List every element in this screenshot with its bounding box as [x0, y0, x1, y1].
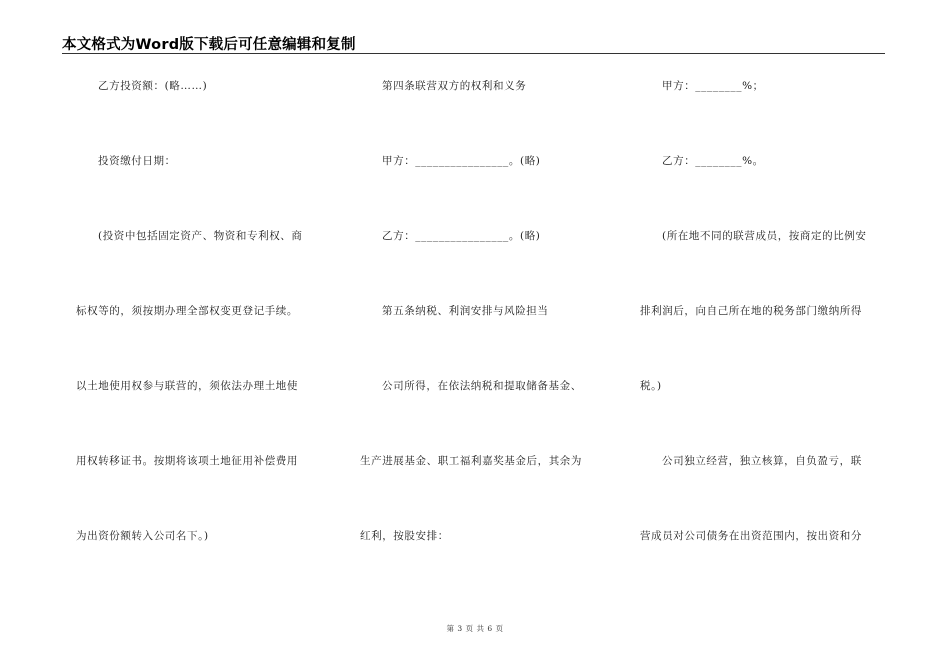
paragraph-line: 乙方：________________。(略) — [382, 230, 541, 242]
paragraph-line: 税。) — [640, 380, 662, 392]
paragraph-line: 生产进展基金、职工福利嘉奖基金后，其余为 — [360, 455, 582, 467]
page-number-footer: 第 3 页 共 6 页 — [446, 624, 504, 633]
paragraph-line: 营成员对公司债务在出资范围内，按出资和分 — [640, 530, 862, 542]
paragraph-line: 红利，按股安排： — [360, 530, 449, 542]
paragraph-line: 标权等的，须按期办理全部权变更登记手续。 — [76, 305, 298, 317]
paragraph-line: 乙方：________%。 — [662, 155, 764, 167]
paragraph-line: 乙方投资额：(略……) — [98, 80, 208, 92]
paragraph-line: 甲方：________________。(略) — [382, 155, 541, 167]
paragraph-line: 以土地使用权参与联营的，须依法办理土地使 — [76, 380, 298, 392]
paragraph-line: (投资中包括固定资产、物资和专利权、商 — [98, 230, 303, 242]
paragraph-line: 甲方：________%； — [662, 80, 764, 92]
paragraph-line: (所在地不同的联营成员，按商定的比例安 — [662, 230, 867, 242]
paragraph-line: 用权转移证书。按期将该项土地征用补偿费用 — [76, 455, 298, 467]
section-heading: 第四条联营双方的权利和义务 — [382, 80, 527, 92]
paragraph-line: 公司独立经营，独立核算，自负盈亏，联 — [662, 455, 862, 467]
document-header-title: 本文格式为Word版下载后可任意编辑和复制 — [62, 37, 356, 53]
paragraph-line: 为出资份额转入公司名下。) — [76, 530, 209, 542]
paragraph-line: 排利润后，向自己所在地的税务部门缴纳所得 — [640, 305, 862, 317]
paragraph-line: 投资缴付日期： — [98, 155, 176, 167]
section-heading: 第五条纳税、利润安排与风险担当 — [382, 305, 549, 317]
header-divider — [62, 53, 885, 54]
paragraph-line: 公司所得，在依法纳税和提取储备基金、 — [382, 380, 582, 392]
